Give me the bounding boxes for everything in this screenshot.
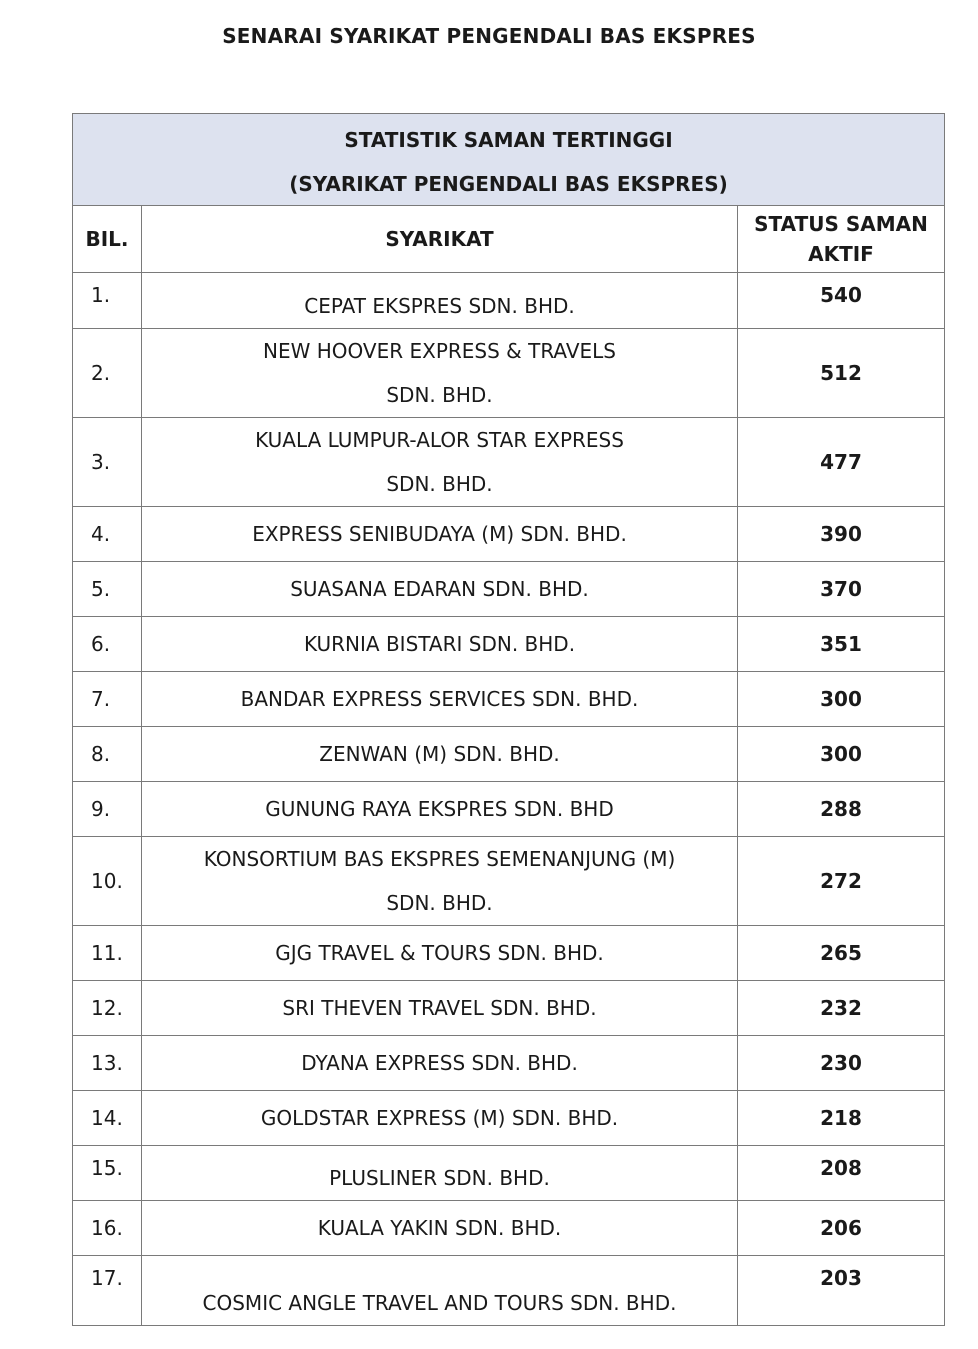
summons-count: 540 <box>738 273 945 329</box>
row-number: 16. <box>73 1201 142 1256</box>
table-row <box>73 1036 945 1091</box>
company-name-line-1: KONSORTIUM BAS EKSPRES SEMENANJUNG (M) <box>203 847 676 871</box>
table-caption <box>73 114 945 206</box>
table-row <box>73 418 945 507</box>
summons-count: 230 <box>738 1036 945 1091</box>
caption-line-2: (SYARIKAT PENGENDALI BAS EKSPRES) <box>289 171 728 196</box>
company-name <box>142 418 738 507</box>
row-number: 5. <box>73 562 142 617</box>
table-row <box>73 727 945 782</box>
row-number: 15. <box>73 1146 142 1201</box>
table-row <box>73 1091 945 1146</box>
row-number: 1. <box>73 273 142 329</box>
summons-count: 512 <box>738 329 945 418</box>
header-bil: BIL. <box>73 206 142 273</box>
company-name: KUALA YAKIN SDN. BHD. <box>142 1201 738 1256</box>
company-name: ZENWAN (M) SDN. BHD. <box>142 727 738 782</box>
row-number: 12. <box>73 981 142 1036</box>
summons-count: 300 <box>738 672 945 727</box>
table-row <box>73 981 945 1036</box>
company-name-line-2: SDN. BHD. <box>386 383 493 407</box>
table-row <box>73 329 945 418</box>
row-number: 3. <box>73 418 142 507</box>
row-number: 6. <box>73 617 142 672</box>
table-row <box>73 1256 945 1326</box>
summons-count: 203 <box>738 1256 945 1326</box>
row-number: 17. <box>73 1256 142 1326</box>
summons-count: 208 <box>738 1146 945 1201</box>
table-row <box>73 1201 945 1256</box>
company-name-line-2: SDN. BHD. <box>386 472 493 496</box>
caption-line-1: STATISTIK SAMAN TERTINGGI <box>344 127 673 152</box>
company-name: GJG TRAVEL & TOURS SDN. BHD. <box>142 926 738 981</box>
row-number: 8. <box>73 727 142 782</box>
summons-count: 288 <box>738 782 945 837</box>
summons-count: 477 <box>738 418 945 507</box>
summons-count: 218 <box>738 1091 945 1146</box>
summons-count: 272 <box>738 837 945 926</box>
table-row <box>73 273 945 329</box>
table-caption-row <box>73 114 945 206</box>
header-company: SYARIKAT <box>142 206 738 273</box>
summons-count: 351 <box>738 617 945 672</box>
company-name: SRI THEVEN TRAVEL SDN. BHD. <box>142 981 738 1036</box>
company-name: GOLDSTAR EXPRESS (M) SDN. BHD. <box>142 1091 738 1146</box>
document-title: SENARAI SYARIKAT PENGENDALI BAS EKSPRES <box>222 24 756 48</box>
table-row <box>73 617 945 672</box>
table-row <box>73 926 945 981</box>
company-name: BANDAR EXPRESS SERVICES SDN. BHD. <box>142 672 738 727</box>
row-number: 9. <box>73 782 142 837</box>
header-status: STATUS SAMAN AKTIF <box>738 206 945 273</box>
table-row <box>73 782 945 837</box>
summons-count: 370 <box>738 562 945 617</box>
row-number: 14. <box>73 1091 142 1146</box>
table-row <box>73 672 945 727</box>
company-name <box>142 329 738 418</box>
company-name: SUASANA EDARAN SDN. BHD. <box>142 562 738 617</box>
table-row <box>73 1146 945 1201</box>
company-name: PLUSLINER SDN. BHD. <box>142 1146 738 1201</box>
row-number: 11. <box>73 926 142 981</box>
summons-count: 265 <box>738 926 945 981</box>
summons-statistics-table <box>72 113 945 1326</box>
summons-count: 232 <box>738 981 945 1036</box>
summons-count: 390 <box>738 507 945 562</box>
company-name: DYANA EXPRESS SDN. BHD. <box>142 1036 738 1091</box>
summons-count: 300 <box>738 727 945 782</box>
table-header-row <box>73 206 945 273</box>
company-name: COSMIC ANGLE TRAVEL AND TOURS SDN. BHD. <box>142 1256 738 1326</box>
company-name: EXPRESS SENIBUDAYA (M) SDN. BHD. <box>142 507 738 562</box>
summons-count: 206 <box>738 1201 945 1256</box>
row-number: 13. <box>73 1036 142 1091</box>
table-row <box>73 507 945 562</box>
company-name-line-1: KUALA LUMPUR-ALOR STAR EXPRESS <box>255 428 624 452</box>
company-name-line-2: SDN. BHD. <box>386 891 493 915</box>
company-name: GUNUNG RAYA EKSPRES SDN. BHD <box>142 782 738 837</box>
row-number: 10. <box>73 837 142 926</box>
company-name-line-1: NEW HOOVER EXPRESS & TRAVELS <box>263 339 616 363</box>
row-number: 7. <box>73 672 142 727</box>
company-name: CEPAT EKSPRES SDN. BHD. <box>142 273 738 329</box>
row-number: 2. <box>73 329 142 418</box>
company-name <box>142 837 738 926</box>
table-row <box>73 562 945 617</box>
table-row <box>73 837 945 926</box>
row-number: 4. <box>73 507 142 562</box>
company-name: KURNIA BISTARI SDN. BHD. <box>142 617 738 672</box>
